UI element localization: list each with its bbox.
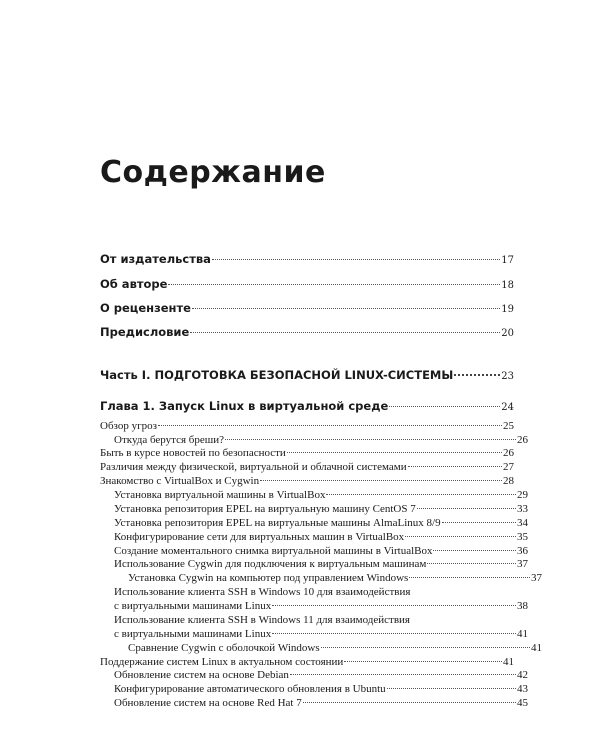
- toc-entry-label: Использование Cygwin для подключения к виртуальным машинам: [114, 558, 427, 570]
- toc-page-number: 45: [517, 697, 528, 709]
- toc-entry-label: Об авторе: [100, 277, 168, 291]
- dot-leader: [427, 563, 516, 564]
- toc-entry[interactable]: [100, 420, 514, 432]
- toc-entry-author[interactable]: [100, 277, 514, 291]
- toc-entry[interactable]: [100, 545, 528, 557]
- toc-entry-label: Использование клиента SSH в Windows 10 для взаимодействия: [114, 586, 411, 598]
- toc-part-heading[interactable]: [100, 368, 514, 382]
- toc-entry-label: Установка репозитория EPEL на виртуальную машину CentOS 7: [114, 503, 416, 515]
- dot-leader: [321, 647, 530, 648]
- dot-leader: [303, 702, 516, 703]
- dot-leader: [225, 439, 516, 440]
- toc-entry[interactable]: [100, 642, 542, 654]
- toc-page-number: 34: [517, 517, 528, 529]
- toc-page-number: 36: [517, 545, 528, 557]
- toc-entry-label: Установка Cygwin на компьютер под управлением Windows: [128, 572, 409, 584]
- dot-leader: [287, 452, 502, 453]
- dot-leader: [389, 406, 500, 407]
- toc-chapter-heading[interactable]: [100, 399, 514, 413]
- dot-leader: [272, 605, 516, 606]
- toc-entry-label: Различия между физической, виртуальной и облачной системами: [100, 461, 407, 473]
- toc-page-number: 29: [517, 489, 528, 501]
- dot-leader: [158, 425, 502, 426]
- toc-entry[interactable]: [100, 683, 528, 695]
- toc-page-number: 41: [503, 656, 514, 668]
- dot-leader: [344, 661, 502, 662]
- toc-entry[interactable]: [100, 517, 528, 529]
- toc-entry-label: Конфигурирование автоматического обновления в Ubuntu: [114, 683, 386, 695]
- toc-page-number: 28: [503, 475, 514, 487]
- page-title: Содержание: [100, 155, 326, 190]
- toc-page-number: 43: [517, 683, 528, 695]
- dot-leader: [408, 466, 502, 467]
- toc-entry-label: Создание моментального снимка виртуальной машины в VirtualBox: [114, 545, 433, 557]
- toc-page-number: 42: [517, 669, 528, 681]
- toc-page-number: 26: [503, 447, 514, 459]
- toc-page-number: 25: [503, 420, 514, 432]
- toc-page-number: 41: [531, 642, 542, 654]
- toc-entry-label: Быть в курсе новостей по безопасности: [100, 447, 286, 459]
- dot-leader: [405, 536, 516, 537]
- toc-entry-preface[interactable]: [100, 325, 514, 339]
- toc-entry-label: Сравнение Cygwin с оболочкой Windows: [128, 642, 320, 654]
- dot-leader: [192, 308, 500, 309]
- toc-entry[interactable]: [100, 656, 514, 668]
- dot-leader: [212, 259, 500, 260]
- toc-page-number: 18: [501, 280, 514, 291]
- toc-entry-publisher[interactable]: [100, 252, 514, 266]
- toc-entry-line1[interactable]: [100, 586, 528, 598]
- toc-entry-label: О рецензенте: [100, 301, 191, 315]
- dot-leader: [454, 374, 500, 376]
- toc-entry[interactable]: [100, 434, 528, 446]
- toc-entry[interactable]: [100, 531, 528, 543]
- toc-page-number: 37: [531, 572, 542, 584]
- toc-entry-label: От издательства: [100, 252, 211, 266]
- toc-page-number: 26: [517, 434, 528, 446]
- toc-entry-reviewer[interactable]: [100, 301, 514, 315]
- toc-page-number: 17: [501, 255, 514, 266]
- toc-entry-label: Знакомство с VirtualBox и Cygwin: [100, 475, 260, 487]
- toc-entry-label: Установка репозитория EPEL на виртуальные машины AlmaLinux 8/9: [114, 517, 441, 529]
- dot-leader: [272, 633, 516, 634]
- toc-entry[interactable]: [100, 572, 542, 584]
- dot-leader: [433, 550, 516, 551]
- dot-leader: [326, 494, 516, 495]
- toc-entry[interactable]: [100, 669, 528, 681]
- toc-page-number: 19: [501, 304, 514, 315]
- toc-page-number: 35: [517, 531, 528, 543]
- toc-entry-label: Обновление систем на основе Red Hat 7: [114, 697, 302, 709]
- toc-entry[interactable]: [100, 475, 514, 487]
- toc-page-number: 20: [501, 328, 514, 339]
- toc-page-number: 33: [517, 503, 528, 515]
- dot-leader: [409, 577, 530, 578]
- toc-entry-label: Поддержание систем Linux в актуальном состоянии: [100, 656, 344, 668]
- toc-entry-label: Использование клиента SSH в Windows 11 для взаимодействия: [114, 614, 410, 626]
- toc-entry[interactable]: [100, 461, 514, 473]
- toc-page-number: 37: [517, 558, 528, 570]
- dot-leader: [260, 480, 502, 481]
- toc-entry-label: Откуда берутся бреши?: [114, 434, 225, 446]
- toc-entry-label-continued: с виртуальными машинами Linux: [114, 600, 272, 612]
- toc-entry[interactable]: [100, 600, 528, 612]
- toc-entry[interactable]: [100, 628, 528, 640]
- toc-entry-label-continued: с виртуальными машинами Linux: [114, 628, 272, 640]
- dot-leader: [190, 332, 500, 333]
- dot-leader: [442, 522, 516, 523]
- toc-page-number: 24: [501, 402, 514, 413]
- toc-page-number: 27: [503, 461, 514, 473]
- toc-entry-label: Обновление систем на основе Debian: [114, 669, 289, 681]
- toc-page-number: 41: [517, 628, 528, 640]
- toc-entry-label: Установка виртуальной машины в VirtualBox: [114, 489, 326, 501]
- toc-entry-label: Конфигурирование сети для виртуальных машин в VirtualBox: [114, 531, 405, 543]
- toc-entry[interactable]: [100, 489, 528, 501]
- dot-leader: [417, 508, 516, 509]
- toc-entry-label: Часть I. ПОДГОТОВКА БЕЗОПАСНОЙ LINUX-СИСТЕМЫ: [100, 368, 454, 382]
- toc-page-number: 38: [517, 600, 528, 612]
- toc-page-number: 23: [501, 371, 514, 382]
- dot-leader: [290, 674, 516, 675]
- toc-entry[interactable]: [100, 558, 528, 570]
- toc-entry[interactable]: [100, 447, 514, 459]
- toc-entry-label: Обзор угроз: [100, 420, 157, 432]
- toc-entry[interactable]: [100, 697, 528, 709]
- toc-entry[interactable]: [100, 503, 528, 515]
- dot-leader: [168, 284, 500, 285]
- toc-entry-label: Глава 1. Запуск Linux в виртуальной среде: [100, 399, 389, 413]
- toc-entry-line1[interactable]: [100, 614, 528, 626]
- toc-entry-label: Предисловие: [100, 325, 190, 339]
- dot-leader: [387, 688, 516, 689]
